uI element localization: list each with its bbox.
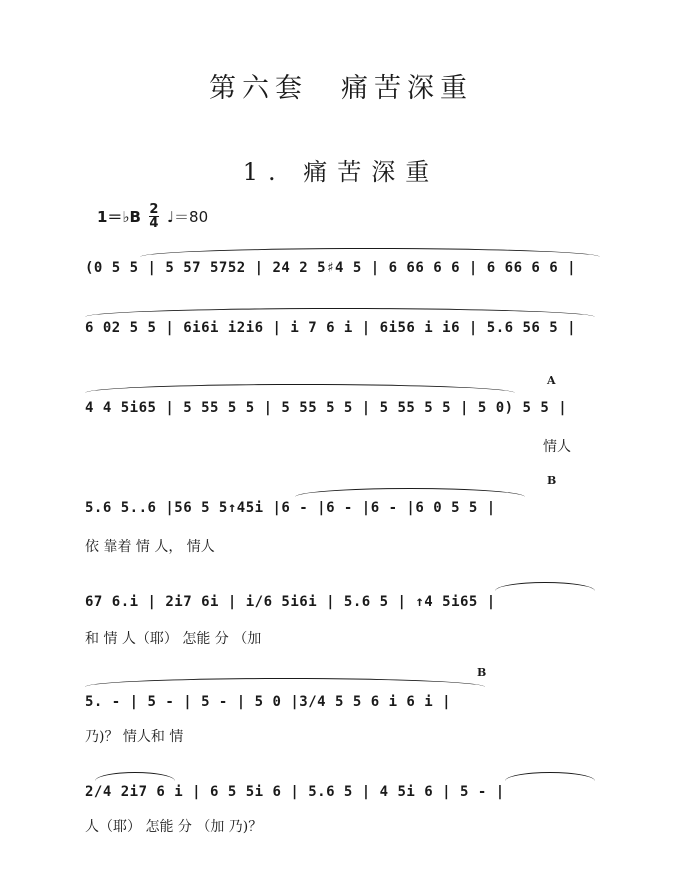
staff-line-1 [85, 252, 605, 292]
staff-line-3 [85, 374, 605, 458]
staff-line-lyrics: 情人 [543, 439, 571, 455]
staff-line-notes: 67 6.i | 2i7 6i | i/6 5i6i | 5.6 5 | ↑4 5i65 | [85, 594, 496, 610]
staff-line-lyrics: 依 靠着 情 人， 情人 [85, 539, 215, 555]
staff-line-4 [85, 474, 605, 558]
section-mark: B [547, 474, 557, 487]
section-mark: A [547, 374, 556, 387]
suite-title: 第六套 痛苦深重 [209, 73, 473, 104]
song-title: 1. 痛苦深重 [242, 158, 440, 186]
staff-line-notes: 5.6 5..6 |56 5 5↑45i |6 - |6 - |6 - |6 0 5 5 | [85, 500, 496, 516]
metronome-mark: ♩＝80 [166, 208, 209, 226]
staff-line-6 [85, 666, 605, 752]
tempo-marking [97, 203, 208, 230]
staff-line-2 [85, 312, 605, 352]
time-signature [149, 203, 159, 230]
staff-line-lyrics: 人（耶） 怎能 分 （加 乃)？ [85, 819, 263, 835]
staff-line-notes: 6 02 5 5 | 6i6i i2i6 | i 7 6 i | 6i56 i i6 | 5.6 56 5 | [85, 320, 577, 336]
section-mark: B [477, 666, 487, 679]
staff-line-notes: (0 5 5 | 5 57 5752 | 24 2 5♯4 5 | 6 66 6 6 | 6 66 6 6 | [85, 260, 577, 276]
staff-line-notes: 5. - | 5 - | 5 - | 5 0 |3/4 5 5 6 i 6 i | [85, 694, 452, 710]
staff-line-lyrics: 和 情 人（耶） 怎能 分 （加 [85, 631, 262, 647]
key-signature: 1＝♭B [97, 208, 141, 226]
staff-line-5 [85, 582, 605, 652]
time-signature-top: 2 [149, 202, 159, 217]
staff-line-notes: 2/4 2i7 6 i | 6 5 5i 6 | 5.6 5 | 4 5i 6 | 5 - | [85, 784, 505, 800]
staff-line-7 [85, 772, 605, 842]
time-signature-bottom: 4 [149, 216, 159, 231]
staff-line-lyrics: 乃)？ 情人和 情 [85, 729, 184, 745]
staff-line-notes: 4 4 5i65 | 5 55 5 5 | 5 55 5 5 | 5 55 5 5 | 5 0) 5 5 | [85, 400, 568, 416]
